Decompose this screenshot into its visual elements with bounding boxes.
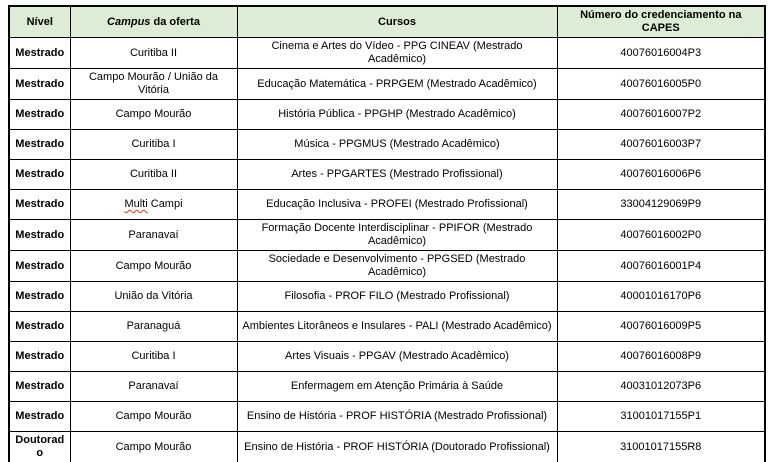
cell-nivel: Mestrado	[9, 160, 70, 190]
header-cursos: Cursos	[237, 6, 557, 38]
cell-capes: 40076016004P3	[557, 38, 765, 69]
cell-capes: 40076016002P0	[557, 220, 765, 251]
cell-nivel: Mestrado	[9, 251, 70, 282]
cell-curso: Filosofia - PROF FILO (Mestrado Profissional)	[237, 282, 557, 312]
cell-curso: História Pública - PPGHP (Mestrado Acadêmico)	[237, 100, 557, 130]
cell-capes: 40076016007P2	[557, 100, 765, 130]
cell-capes: 40076016009P5	[557, 312, 765, 342]
table-row	[9, 342, 765, 372]
cell-nivel: Mestrado	[9, 38, 70, 69]
cell-campus: Paranaguá	[70, 312, 237, 342]
cell-curso: Artes - PPGARTES (Mestrado Profissional)	[237, 160, 557, 190]
cell-campus: Paranavaí	[70, 372, 237, 402]
header-capes: Número do credenciamento na CAPES	[557, 6, 765, 38]
cell-capes: 40076016006P6	[557, 160, 765, 190]
table-row	[9, 220, 765, 251]
spellcheck-word: Multi	[124, 198, 148, 210]
cell-curso: Ensino de História - PROF HISTÓRIA (Doutorado Profissional)	[237, 432, 557, 462]
cell-capes: 40076016001P4	[557, 251, 765, 282]
cell-capes: 40031012073P6	[557, 372, 765, 402]
cell-capes: 31001017155R8	[557, 432, 765, 462]
table-row	[9, 312, 765, 342]
table-row	[9, 432, 765, 462]
cell-campus: Curitiba II	[70, 160, 237, 190]
table-row	[9, 160, 765, 190]
cell-campus: Curitiba I	[70, 342, 237, 372]
cell-nivel: Mestrado	[9, 402, 70, 432]
cell-capes: 40076016005P0	[557, 69, 765, 100]
table-row	[9, 69, 765, 100]
cell-curso: Sociedade e Desenvolvimento - PPGSED (Mestrado Acadêmico)	[237, 251, 557, 282]
cell-campus: Campo Mourão	[70, 251, 237, 282]
cell-nivel: Mestrado	[9, 220, 70, 251]
cell-curso: Cinema e Artes do Vídeo - PPG CINEAV (Mestrado Acadêmico)	[237, 38, 557, 69]
cell-curso: Ambientes Litorâneos e Insulares - PALI (Mestrado Acadêmico)	[237, 312, 557, 342]
cell-campus: Multi Campi	[70, 190, 237, 220]
header-row	[9, 6, 765, 38]
table-row	[9, 190, 765, 220]
cell-campus: Curitiba II	[70, 38, 237, 69]
cell-capes: 31001017155P1	[557, 402, 765, 432]
header-campus-italic: Campus	[107, 15, 151, 28]
table-body	[9, 38, 765, 462]
cell-capes: 40076016003P7	[557, 130, 765, 160]
cell-campus: Campo Mourão / União da Vitória	[70, 69, 237, 100]
cell-curso: Formação Docente Interdisciplinar - PPIFOR (Mestrado Acadêmico)	[237, 220, 557, 251]
table-row	[9, 251, 765, 282]
cell-nivel: Mestrado	[9, 100, 70, 130]
cell-campus: Paranavaí	[70, 220, 237, 251]
cell-campus: Campo Mourão	[70, 100, 237, 130]
header-campus-rest: da oferta	[153, 15, 200, 28]
cell-nivel: Mestrado	[9, 190, 70, 220]
cell-curso: Educação Inclusiva - PROFEI (Mestrado Profissional)	[237, 190, 557, 220]
table-row	[9, 372, 765, 402]
capes-accreditation-table	[8, 5, 766, 462]
table-row	[9, 402, 765, 432]
header-campus	[70, 6, 237, 38]
cell-nivel: Mestrado	[9, 69, 70, 100]
table-row	[9, 38, 765, 69]
cell-nivel: Mestrado	[9, 372, 70, 402]
cell-nivel: Mestrado	[9, 312, 70, 342]
cell-campus: Campo Mourão	[70, 402, 237, 432]
table-row	[9, 100, 765, 130]
cell-campus: União da Vitória	[70, 282, 237, 312]
cell-nivel: Mestrado	[9, 130, 70, 160]
cell-capes: 40001016170P6	[557, 282, 765, 312]
cell-curso: Música - PPGMUS (Mestrado Acadêmico)	[237, 130, 557, 160]
table-row	[9, 130, 765, 160]
cell-curso: Educação Matemática - PRPGEM (Mestrado Acadêmico)	[237, 69, 557, 100]
cell-capes: 33004129069P9	[557, 190, 765, 220]
cell-nivel: Mestrado	[9, 342, 70, 372]
cell-nivel: Mestrado	[9, 282, 70, 312]
cell-capes: 40076016008P9	[557, 342, 765, 372]
cell-campus: Curitiba I	[70, 130, 237, 160]
table-row	[9, 282, 765, 312]
cell-curso: Artes Visuais - PPGAV (Mestrado Acadêmico)	[237, 342, 557, 372]
cell-curso: Enfermagem em Atenção Primária à Saúde	[237, 372, 557, 402]
header-nivel: Nível	[9, 6, 70, 38]
table-header	[9, 6, 765, 38]
cell-curso: Ensino de História - PROF HISTÓRIA (Mestrado Profissional)	[237, 402, 557, 432]
cell-campus: Campo Mourão	[70, 432, 237, 462]
cell-nivel: Doutorado	[9, 432, 70, 462]
